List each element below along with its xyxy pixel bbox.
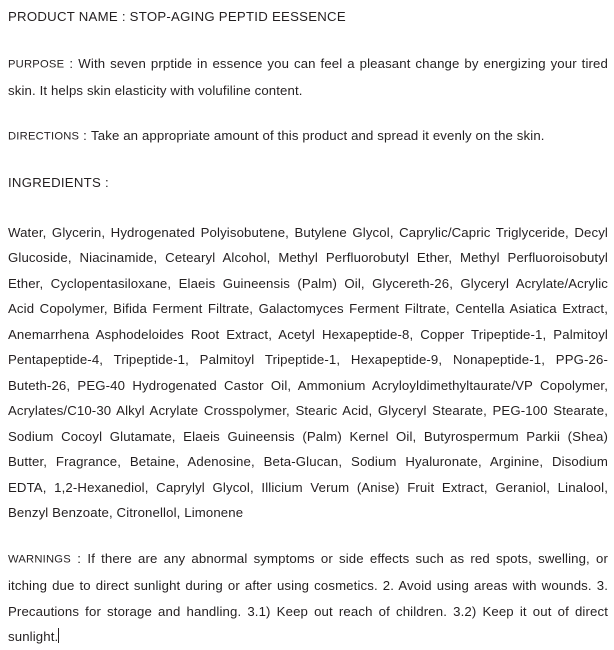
- ingredients-value: Water, Glycerin, Hydrogenated Polyisobutene, Butylene Glycol, Caprylic/Capric Triglyceride, Decyl Glucoside, Niacinamide, Cetearyl Alcohol, Methyl Perfluorobutyl Ether, Methyl Perfluoroisobutyl Ether, Cyclopentasiloxane, Elaeis Guineensis (Palm) Oil, Glycereth-26, Glyceryl Acrylate/Acrylic Acid Copolymer, Bifida Ferment Filtrate, Galactomyces Ferment Filtrate, Centella Asiatica Extract, Anemarrhena Asphodeloides Root Extract, Acetyl Hexapeptide-8, Copper Tripeptide-1, Palmitoyl Pentapeptide-4, Tripeptide-1, Palmitoyl Tripeptide-1, Hexapeptide-9, Nonapeptide-1, PPG-26-Buteth-26, PEG-40 Hydrogenated Castor Oil, Ammonium Acryloyldimethyltaurate/VP Copolymer, Acrylates/C10-30 Alkyl Acrylate Crosspolymer, Stearic Acid, Glyceryl Stearate, PEG-100 Stearate, Sodium Cocoyl Glutamate, Elaeis Guineensis (Palm) Kernel Oil, Butyrospermum Parkii (Shea) Butter, Fragrance, Betaine, Adenosine, Beta-Glucan, Sodium Hyaluronate, Arginine, Disodium EDTA, 1,2-Hexanediol, Caprylyl Glycol, Illicium Verum (Anise) Fruit Extract, Geraniol, Linalool, Benzyl Benzoate, Citronellol, Limonene: [8, 224, 608, 521]
- purpose-paragraph: [8, 51, 608, 104]
- warnings-separator: :: [70, 550, 88, 566]
- directions-separator: :: [79, 128, 92, 144]
- directions-paragraph: [8, 123, 608, 150]
- directions-label: DIRECTIONS: [8, 130, 80, 143]
- purpose-separator: :: [64, 55, 79, 71]
- warnings-paragraph: [8, 546, 608, 650]
- warnings-value: If there are any abnormal symptoms or side effects such as red spots, swelling, or itching due to direct sunlight during or after using cosmetics. 2. Avoid using areas with wounds. 3. Precautions for storage and handling. 3.1) Keep out reach of children. 3.2) Keep it out of direct sunlight.: [8, 550, 608, 645]
- text-caret: [58, 628, 59, 643]
- ingredients-list: [8, 220, 608, 526]
- ingredients-label: INGREDIENTS :: [8, 175, 109, 191]
- purpose-label: PURPOSE: [8, 58, 65, 71]
- directions-value: Take an appropriate amount of this product and spread it evenly on the skin.: [91, 128, 545, 144]
- ingredients-label-line: [8, 170, 608, 196]
- warnings-label: WARNINGS: [8, 553, 71, 566]
- product-name-line: [8, 4, 608, 30]
- product-name-full-line: PRODUCT NAME : STOP-AGING PEPTID EESSENCE: [8, 9, 346, 24]
- document-text-body[interactable]: [8, 4, 608, 650]
- purpose-value: With seven prptide in essence you can feel a pleasant change by energizing your tired skin. It helps skin elasticity with volufiline content.: [8, 55, 608, 98]
